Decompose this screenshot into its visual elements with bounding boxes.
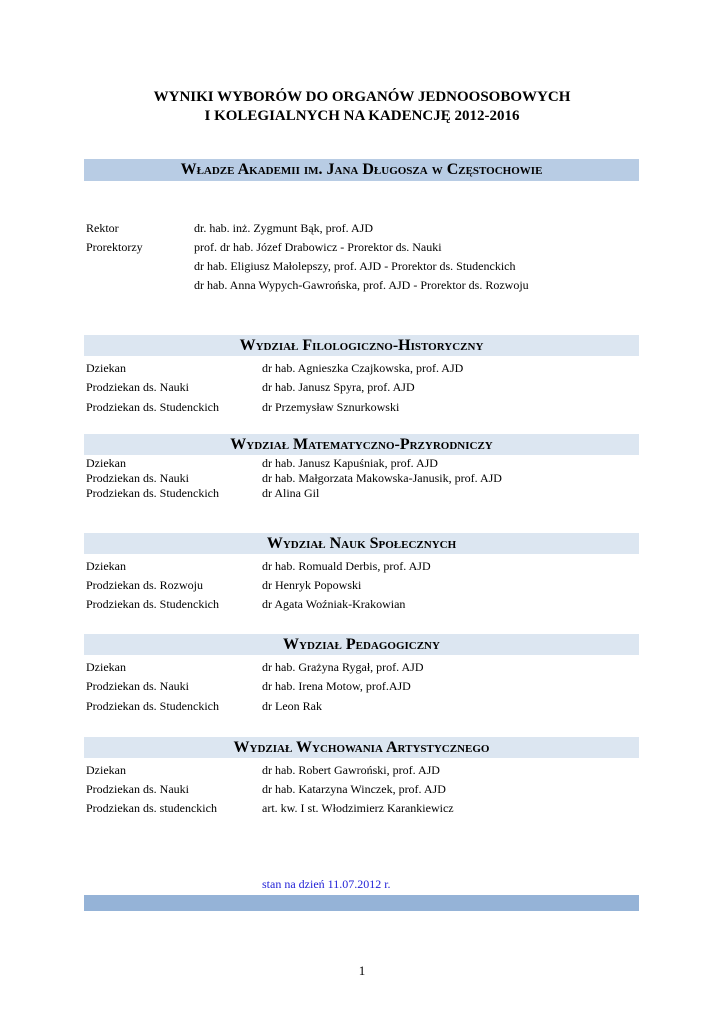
document-title-line-1: WYNIKI WYBORÓW DO ORGANÓW JEDNOOSOBOWYCH bbox=[153, 89, 571, 105]
person-name: dr hab. Katarzyna Winczek, prof. AJD bbox=[262, 782, 446, 796]
authorities-heading: Władze Akademii im. Jana Długosza w Częstochowie bbox=[84, 159, 639, 181]
person-name: dr Henryk Popowski bbox=[262, 578, 362, 592]
footer-divider-bar bbox=[84, 895, 639, 911]
role-label: Dziekan bbox=[86, 361, 126, 375]
person-name: dr hab. Robert Gawroński, prof. AJD bbox=[262, 763, 440, 777]
prorectors-label: Prorektorzy bbox=[86, 240, 143, 254]
role-label: Prodziekan ds. Rozwoju bbox=[86, 578, 203, 592]
faculty-heading: Wydział Filologiczno-Historyczny bbox=[84, 335, 639, 356]
faculty-heading: Wydział Wychowania Artystycznego bbox=[84, 737, 639, 758]
role-label: Prodziekan ds. Studenckich bbox=[86, 597, 219, 611]
person-name: dr Agata Woźniak-Krakowian bbox=[262, 597, 406, 611]
role-label: Prodziekan ds. Studenckich bbox=[86, 400, 219, 414]
rector-label: Rektor bbox=[86, 221, 119, 235]
person-name: dr hab. Małgorzata Makowska-Janusik, prof. AJD bbox=[262, 471, 502, 485]
rector-name: dr. hab. inż. Zygmunt Bąk, prof. AJD bbox=[194, 221, 373, 235]
person-name: dr hab. Agnieszka Czajkowska, prof. AJD bbox=[262, 361, 464, 375]
status-date: stan na dzień 11.07.2012 r. bbox=[262, 877, 391, 891]
prorector-name: prof. dr hab. Józef Drabowicz - Prorektor ds. Nauki bbox=[194, 240, 442, 254]
person-name: dr hab. Grażyna Rygał, prof. AJD bbox=[262, 660, 424, 674]
prorector-name: dr hab. Anna Wypych-Gawrońska, prof. AJD - Prorektor ds. Rozwoju bbox=[194, 278, 529, 292]
person-name: art. kw. I st. Włodzimierz Karankiewicz bbox=[262, 801, 454, 815]
role-label: Prodziekan ds. Nauki bbox=[86, 471, 189, 485]
role-label: Dziekan bbox=[86, 456, 126, 470]
role-label: Prodziekan ds. Nauki bbox=[86, 782, 189, 796]
role-label: Dziekan bbox=[86, 559, 126, 573]
role-label: Prodziekan ds. Nauki bbox=[86, 380, 189, 394]
person-name: dr Przemysław Sznurkowski bbox=[262, 400, 400, 414]
role-label: Prodziekan ds. Studenckich bbox=[86, 486, 219, 500]
role-label: Prodziekan ds. Studenckich bbox=[86, 699, 219, 713]
document-title-line-2: I KOLEGIALNYCH NA KADENCJĘ 2012-2016 bbox=[204, 108, 520, 124]
page-number: 1 bbox=[358, 963, 366, 978]
faculty-heading: Wydział Pedagogiczny bbox=[84, 634, 639, 655]
prorector-name: dr hab. Eligiusz Małolepszy, prof. AJD - Prorektor ds. Studenckich bbox=[194, 259, 516, 273]
person-name: dr hab. Janusz Spyra, prof. AJD bbox=[262, 380, 415, 394]
role-label: Prodziekan ds. studenckich bbox=[86, 801, 217, 815]
faculty-heading: Wydział Nauk Społecznych bbox=[84, 533, 639, 554]
person-name: dr Leon Rak bbox=[262, 699, 322, 713]
person-name: dr hab. Irena Motow, prof.AJD bbox=[262, 679, 411, 693]
person-name: dr Alina Gil bbox=[262, 486, 320, 500]
person-name: dr hab. Janusz Kapuśniak, prof. AJD bbox=[262, 456, 438, 470]
faculty-heading: Wydział Matematyczno-Przyrodniczy bbox=[84, 434, 639, 455]
role-label: Prodziekan ds. Nauki bbox=[86, 679, 189, 693]
role-label: Dziekan bbox=[86, 660, 126, 674]
role-label: Dziekan bbox=[86, 763, 126, 777]
person-name: dr hab. Romuald Derbis, prof. AJD bbox=[262, 559, 431, 573]
